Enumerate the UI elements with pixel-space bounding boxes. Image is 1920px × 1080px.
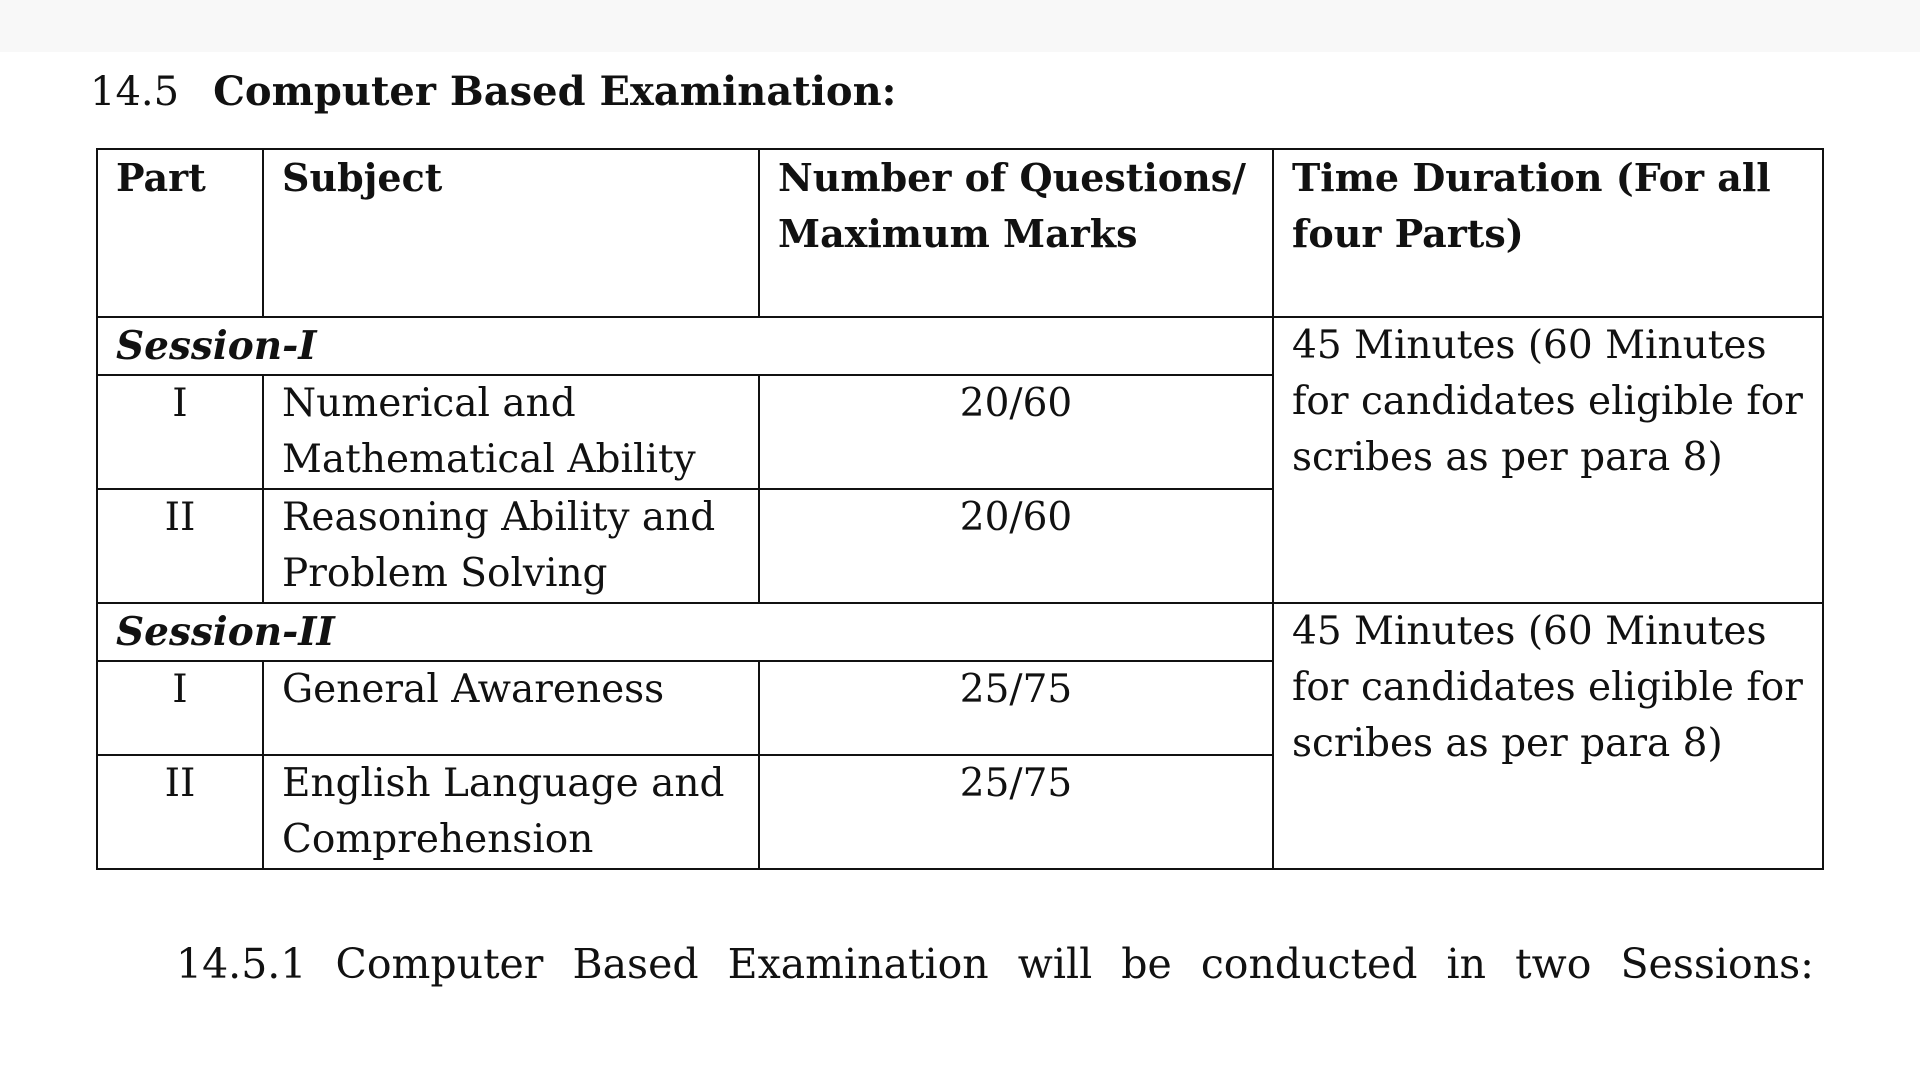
marks-cell: 20/60 [759, 489, 1273, 603]
footer-word: Computer [335, 940, 544, 988]
header-marks: Number of Questions/ Maximum Marks [759, 149, 1273, 317]
subject-cell: General Awareness [263, 661, 759, 755]
header-subject: Subject [263, 149, 759, 317]
part-cell: II [97, 489, 263, 603]
section-heading [90, 66, 896, 118]
footer-word: Based [572, 940, 699, 988]
footer-word: conducted [1200, 940, 1418, 988]
subject-cell: Numerical and Mathematical Ability [263, 375, 759, 489]
session-duration: 45 Minutes (60 Minutes for candidates eligible for scribes as per para 8) [1273, 317, 1823, 603]
session-row [97, 317, 1823, 375]
session-label: Session-II [97, 603, 1273, 661]
footer-word: two [1515, 940, 1592, 988]
section-title: Computer Based Examination: [213, 68, 897, 115]
footer-word: Examination [727, 940, 989, 988]
session-duration: 45 Minutes (60 Minutes for candidates eligible for scribes as per para 8) [1273, 603, 1823, 869]
table-header-row [97, 149, 1823, 317]
footer-word: in [1446, 940, 1487, 988]
subject-cell: Reasoning Ability and Problem Solving [263, 489, 759, 603]
footer-word: be [1121, 940, 1172, 988]
footer-paragraph [176, 936, 1814, 992]
marks-cell: 20/60 [759, 375, 1273, 489]
session-row [97, 603, 1823, 661]
footer-word: Sessions: [1620, 940, 1814, 988]
part-cell: I [97, 661, 263, 755]
footer-number: 14.5.1 [176, 940, 307, 988]
session-label: Session-I [97, 317, 1273, 375]
marks-cell: 25/75 [759, 661, 1273, 755]
exam-structure-table [96, 148, 1824, 870]
marks-cell: 25/75 [759, 755, 1273, 869]
header-duration: Time Duration (For all four Parts) [1273, 149, 1823, 317]
part-cell: II [97, 755, 263, 869]
footer-word: will [1017, 940, 1093, 988]
subject-cell: English Language and Comprehension [263, 755, 759, 869]
section-number: 14.5 [90, 69, 180, 115]
part-cell: I [97, 375, 263, 489]
header-part: Part [97, 149, 263, 317]
